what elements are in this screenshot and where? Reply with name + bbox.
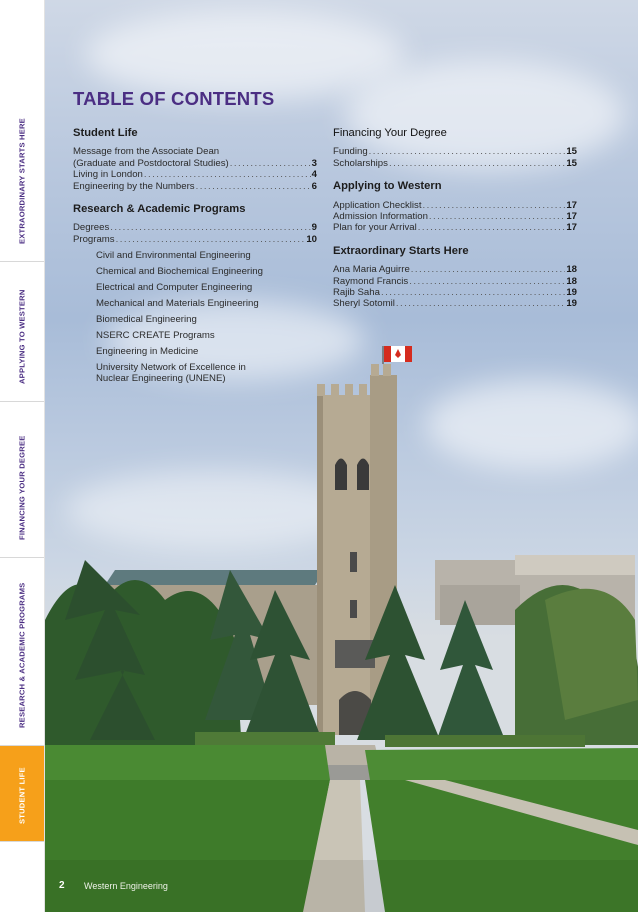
side-tab-strip <box>0 0 45 912</box>
toc-entry[interactable]: Scholarships . . . 15 <box>333 158 577 169</box>
program-item[interactable]: University Network of Excellence in Nuclear Engineering (UNENE) <box>96 361 246 385</box>
toc-entry[interactable]: Raymond Francis . . . 18 <box>333 276 577 287</box>
tab-student-life[interactable]: STUDENT LIFE <box>0 746 44 842</box>
toc-entry[interactable]: Ana Maria Aguirre . . . 18 <box>333 264 577 275</box>
toc-left-column <box>73 128 317 385</box>
toc-entry[interactable]: Plan for your Arrival . . . 17 <box>333 222 577 233</box>
tab-applying-to-western[interactable]: APPLYING TO WESTERN <box>0 262 44 402</box>
program-item[interactable]: Biomedical Engineering <box>96 313 197 325</box>
program-item[interactable]: Electrical and Computer Engineering <box>96 281 253 293</box>
program-item[interactable]: NSERC CREATE Programs <box>96 329 215 341</box>
toc-title: TABLE OF CONTENTS <box>73 88 275 109</box>
program-item[interactable]: Civil and Environmental Engineering <box>96 249 251 261</box>
footer-publication-name: Western Engineering <box>84 881 168 891</box>
toc-right-column <box>333 128 577 310</box>
toc-entry[interactable]: Funding . . . 15 <box>333 146 577 157</box>
page-number: 2 <box>59 880 65 891</box>
tab-research-academic-programs[interactable]: RESEARCH & ACADEMIC PROGRAMS <box>0 558 44 746</box>
tab-financing-your-degree[interactable]: FINANCING YOUR DEGREE <box>0 402 44 558</box>
program-item[interactable]: Engineering in Medicine <box>96 345 199 357</box>
toc-entry[interactable]: Engineering by the Numbers . . . 6 <box>73 181 317 192</box>
toc-entry[interactable]: Sheryl Sotomil . . . 19 <box>333 298 577 309</box>
toc-entry[interactable]: Degrees . . . 9 <box>73 222 317 233</box>
section-heading-financing: Financing Your Degree <box>333 127 447 139</box>
section-heading-extraordinary: Extraordinary Starts Here <box>333 244 469 257</box>
toc-entry[interactable]: Application Checklist . . . 17 <box>333 200 577 211</box>
toc-entry[interactable]: Living in London . . . 4 <box>73 169 317 180</box>
program-item[interactable]: Chemical and Biochemical Engineering <box>96 265 263 277</box>
section-heading-student-life: Student Life <box>73 127 138 139</box>
section-heading-applying: Applying to Western <box>333 180 442 193</box>
toc-entry[interactable]: Rajib Saha . . . 19 <box>333 287 577 298</box>
section-heading-research: Research & Academic Programs <box>73 203 246 216</box>
tab-extraordinary-starts-here[interactable]: EXTRAORDINARY STARTS HERE <box>0 0 44 262</box>
toc-entry[interactable]: Message from the Associate Dean (Graduate and Postdoctoral Studies) . . . 3 <box>73 146 317 169</box>
program-item[interactable]: Mechanical and Materials Engineering <box>96 297 259 309</box>
toc-entry[interactable]: Admission Information . . . 17 <box>333 211 577 222</box>
toc-entry[interactable]: Programs . . . 10 <box>73 234 317 245</box>
